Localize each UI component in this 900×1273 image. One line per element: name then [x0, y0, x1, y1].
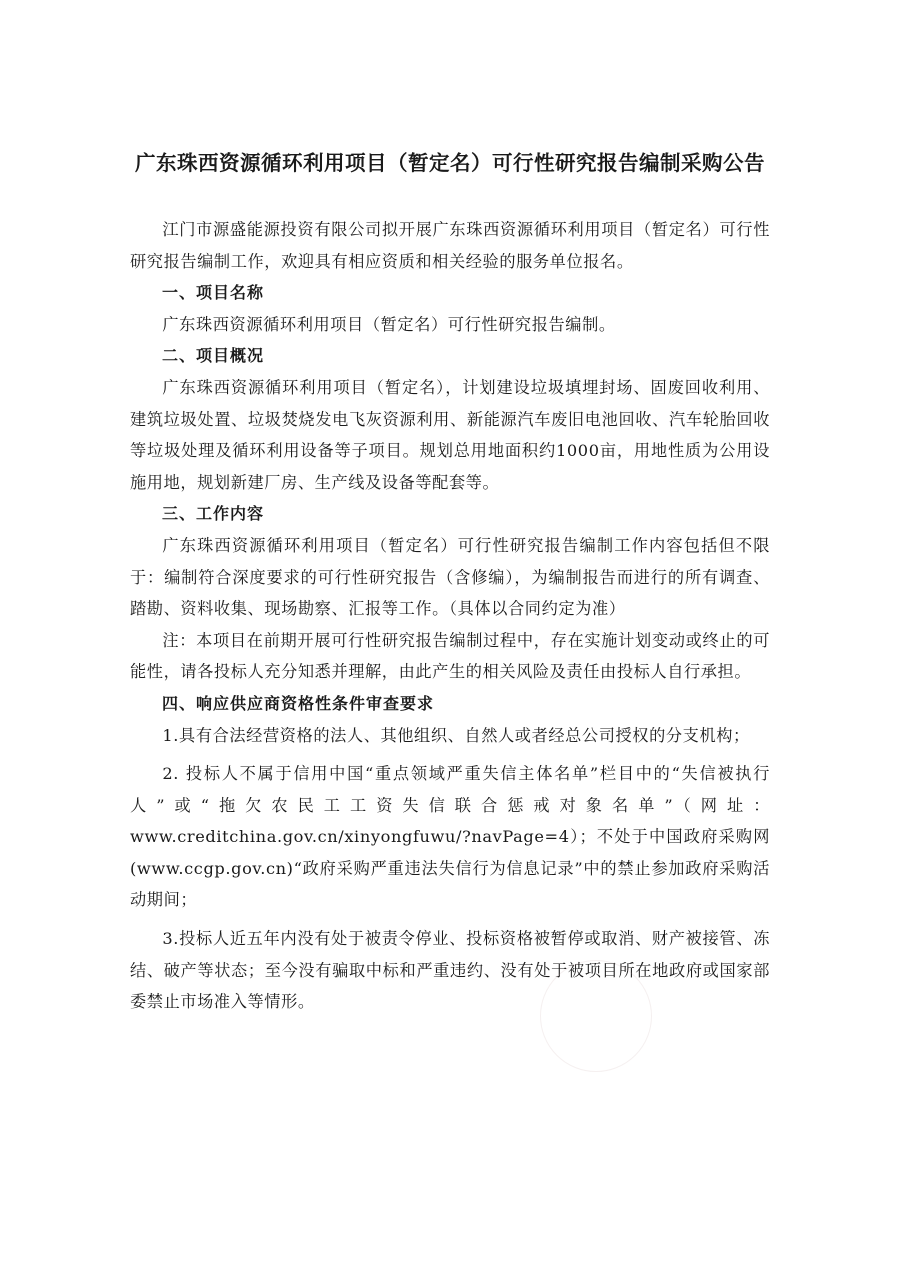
qualification-item-1: 1.具有合法经营资格的法人、其他组织、自然人或者经总公司授权的分支机构； [162, 725, 750, 745]
qualification-item-2: 2. 投标人不属于信用中国“重点领域严重失信主体名单”栏目中的“失信被执行人”或“拖欠农民工工资失信联合惩戒对象名单”（网址：www.creditchina.gov.cn/xinyongfuwu/?navPage=4）；不处于中国政府采购网(www.ccgp.gov.cn)“政府采购严重违法失信行为信息记录”中的禁止参加政府采购活动期间； [130, 764, 770, 910]
work-content-text: 广东珠西资源循环利用项目（暂定名）可行性研究报告编制工作内容包括但不限于：编制符合深度要求的可行性研究报告（含修编），为编制报告而进行的所有调查、踏勘、资料收集、现场勘察、汇报等工作。（具体以合同约定为准） [130, 535, 770, 619]
section-heading-project-name: 一、项目名称 [162, 283, 265, 303]
faint-seal-mark [540, 960, 652, 1072]
qualification-item-3: 3.投标人近五年内没有处于被责令停业、投标资格被暂停或取消、财产被接管、冻结、破产等状态；至今没有骗取中标和严重违约、没有处于被项目所在地政府或国家部委禁止市场准入等情形。 [130, 929, 770, 1012]
project-overview-text: 广东珠西资源循环利用项目（暂定名），计划建设垃圾填埋封场、固废回收利用、建筑垃圾处置、垃圾焚烧发电飞灰资源利用、新能源汽车废旧电池回收、汽车轮胎回收等垃圾处理及循环利用设备等子项目。规划总用地面积约1000亩，用地性质为公用设施用地，规划新建厂房、生产线及设备等配套等。 [130, 377, 770, 492]
work-content-note: 注：本项目在前期开展可行性研究报告编制过程中，存在实施计划变动或终止的可能性，请各投标人充分知悉并理解，由此产生的相关风险及责任由投标人自行承担。 [130, 630, 770, 682]
intro-paragraph: 江门市源盛能源投资有限公司拟开展广东珠西资源循环利用项目（暂定名）可行性研究报告编制工作，欢迎具有相应资质和相关经验的服务单位报名。 [130, 220, 770, 271]
section-heading-work-content: 三、工作内容 [162, 504, 265, 524]
document-title: 广东珠西资源循环利用项目（暂定名）可行性研究报告编制采购公告 [135, 151, 765, 175]
project-name-text: 广东珠西资源循环利用项目（暂定名）可行性研究报告编制。 [162, 314, 616, 334]
section-heading-qualification: 四、响应供应商资格性条件审查要求 [162, 693, 435, 713]
section-heading-project-overview: 二、项目概况 [162, 346, 265, 366]
